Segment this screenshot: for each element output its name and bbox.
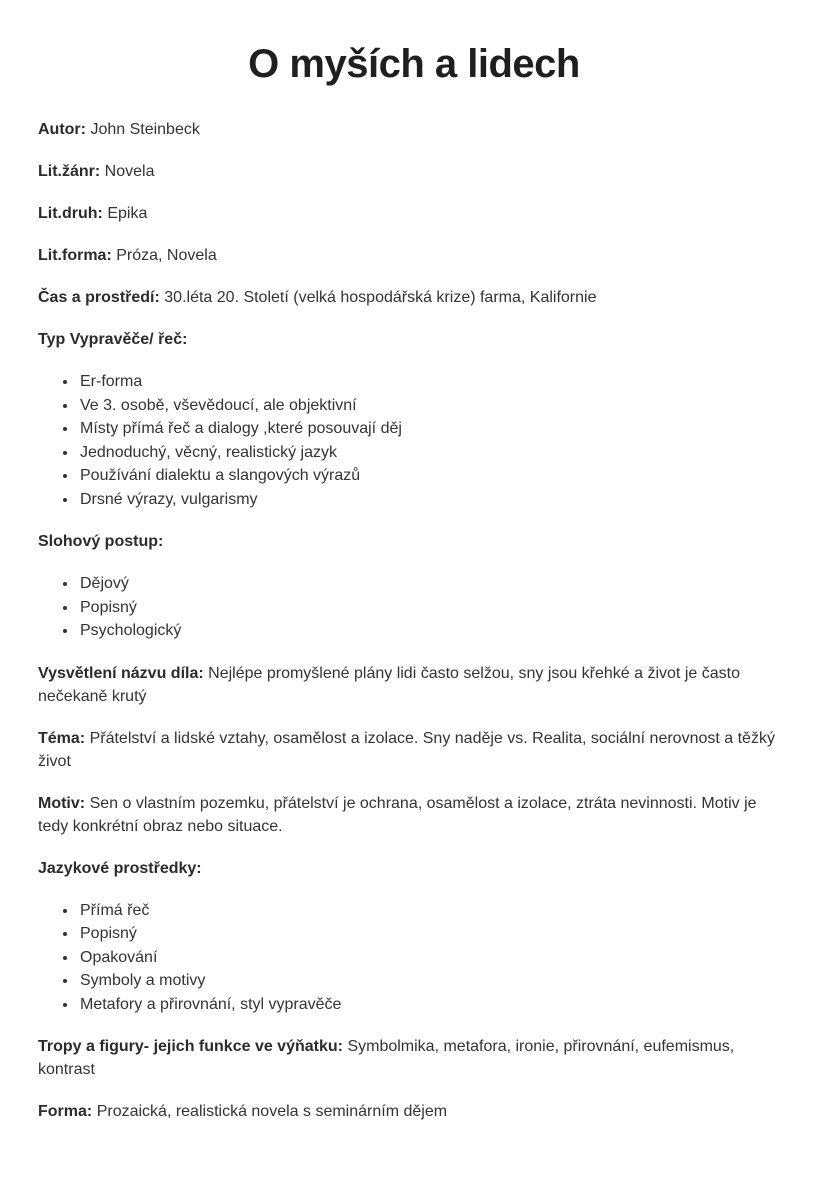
field-value: Přátelství a lidské vztahy, osamělost a izolace. Sny naděje vs. Realita, sociální nerovnost a těžký život [38,729,775,770]
field-paragraph [38,1100,790,1123]
section-heading [38,857,790,880]
field-label: Čas a prostředí: [38,289,160,306]
list-item: • Popisný [78,922,790,946]
field-value: Prozaická, realistická novela s seminárním dějem [96,1103,448,1120]
field-paragraph [38,202,790,225]
list-item: • Metafory a přirovnání, styl vypravěče [78,993,790,1017]
field-label: Lit.forma: [38,247,112,264]
section-heading-label: Slohový postup: [38,533,164,550]
field-value: John Steinbeck [90,121,200,138]
field-paragraph [38,792,790,838]
list-item: • Přímá řeč [78,899,790,923]
bullet-list [38,572,790,643]
field-label: Forma: [38,1103,93,1120]
section-heading [38,530,790,553]
field-paragraph [38,727,790,773]
field-paragraph [38,118,790,141]
field-paragraph [38,662,790,708]
list-item: • Popisný [78,596,790,620]
list-item: • Místy přímá řeč a dialogy ,které posouvají děj [78,417,790,441]
list-item: • Dějový [78,572,790,596]
document-content [38,118,790,1123]
section-heading-label: Typ Vypravěče/ řeč: [38,331,188,348]
section-heading [38,328,790,351]
bullet-list [38,899,790,1017]
section-heading-label: Jazykové prostředky: [38,859,202,877]
list-item: • Ve 3. osobě, vševědoucí, ale objektivní [78,394,790,418]
field-label: Autor: [38,121,86,138]
field-paragraph [38,286,790,309]
list-item: • Opakování [78,946,790,970]
field-paragraph [38,244,790,267]
field-value: Nejlépe promyšlené plány lidi často selžou, sny jsou křehké a život je často nečekaně krutý [38,664,740,705]
field-value: Sen o vlastním pozemku, přátelství je ochrana, osamělost a izolace, ztráta nevinnosti. Motiv je tedy konkrétní obraz nebo situace. [38,794,757,835]
list-item: • Er-forma [78,370,790,394]
list-item: • Jednoduchý, věcný, realistický jazyk [78,441,790,465]
field-paragraph [38,160,790,183]
list-item: • Psychologický [78,619,790,643]
list-item: • Drsné výrazy, vulgarismy [78,488,790,512]
page-title: O myších a lidech [248,42,580,86]
list-item: • Symboly a motivy [78,969,790,993]
field-label: Tropy a figury- jejich funkce ve výňatku: [38,1038,343,1055]
field-label: Lit.druh: [38,205,103,222]
field-value: Novela [104,163,155,180]
field-value: Próza, Novela [116,247,217,264]
field-label: Motiv: [38,794,86,812]
field-paragraph [38,1035,790,1081]
field-label: Vysvětlení názvu díla: [38,664,204,682]
bullet-list [38,370,790,511]
field-label: Lit.žánr: [38,163,101,180]
field-value: Epika [107,205,148,222]
field-label: Téma: [38,729,86,747]
field-value: Symbolmika, metafora, ironie, přirovnání, eufemismus, kontrast [38,1038,735,1078]
field-value: 30.léta 20. Století (velká hospodářská krize) farma, Kalifornie [164,289,597,306]
list-item: • Používání dialektu a slangových výrazů [78,464,790,488]
